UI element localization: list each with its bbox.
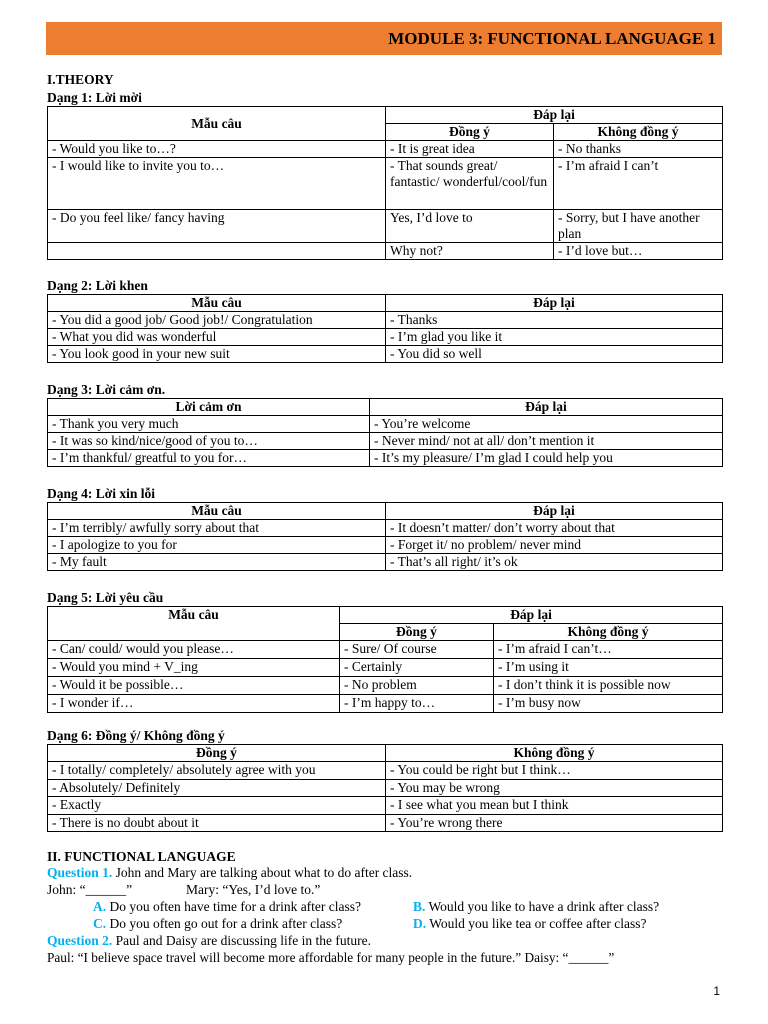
- cell: - Thank you very much: [48, 416, 370, 433]
- cell: - I’m busy now: [494, 695, 723, 713]
- cell: - It’s my pleasure/ I’m glad I could help you: [370, 450, 723, 467]
- q1-option-a[interactable]: [93, 899, 361, 915]
- d5-col-mau: Mẫu câu: [48, 607, 340, 641]
- cell: - I wonder if…: [48, 695, 340, 713]
- cell: - I would like to invite you to…: [48, 158, 386, 210]
- table-row: [48, 416, 723, 433]
- d3-col-1: Lời cảm ơn: [48, 399, 370, 416]
- cell: - Sure/ Of course: [340, 641, 494, 659]
- option-label: D.: [413, 916, 427, 931]
- q1-john-line: John: “______”: [47, 882, 133, 897]
- option-label: A.: [93, 899, 107, 914]
- cell: - Do you feel like/ fancy having: [48, 210, 386, 243]
- cell: - I’m using it: [494, 659, 723, 677]
- d3-table: [47, 398, 723, 467]
- table-row: [48, 762, 723, 780]
- table-row: [48, 346, 723, 363]
- cell: - You look good in your new suit: [48, 346, 386, 363]
- cell: - It is great idea: [386, 141, 554, 158]
- cell: - I don’t think it is possible now: [494, 677, 723, 695]
- cell: - It was so kind/nice/good of you to…: [48, 433, 370, 450]
- table-row: [48, 243, 723, 260]
- d3-heading: Dạng 3: Lời cảm ơn.: [47, 382, 166, 397]
- q1-mary-line: Mary: “Yes, I’d love to.”: [186, 882, 321, 897]
- cell: - You’re welcome: [370, 416, 723, 433]
- part2-heading: II. FUNCTIONAL LANGUAGE: [47, 849, 236, 864]
- cell: - Would you mind + V_ing: [48, 659, 340, 677]
- table-row: [48, 210, 723, 243]
- cell: - My fault: [48, 554, 386, 571]
- q2-dialogue-line: Paul: “I believe space travel will become more affordable for many people in the future.” Daisy: “______”: [47, 950, 615, 965]
- cell: - I’m happy to…: [340, 695, 494, 713]
- cell: - I’m afraid I can’t: [554, 158, 723, 210]
- table-row: [48, 141, 723, 158]
- d5-col-dap: Đáp lại: [340, 607, 723, 624]
- module-title: MODULE 3: FUNCTIONAL LANGUAGE 1: [388, 28, 716, 48]
- theory-heading: I.THEORY: [47, 72, 114, 87]
- d6-col-2: Không đồng ý: [386, 745, 723, 762]
- question-1-text: John and Mary are talking about what to do after class.: [112, 865, 413, 880]
- cell: - I see what you mean but I think: [386, 797, 723, 815]
- d6-col-1: Đồng ý: [48, 745, 386, 762]
- d2-col-1: Mẫu câu: [48, 295, 386, 312]
- cell: - Certainly: [340, 659, 494, 677]
- option-label: B.: [413, 899, 426, 914]
- cell: - No thanks: [554, 141, 723, 158]
- table-row: [48, 797, 723, 815]
- cell: - No problem: [340, 677, 494, 695]
- page-number: 1: [713, 984, 720, 998]
- table-row: [48, 520, 723, 537]
- d6-table: [47, 744, 723, 832]
- cell: - What you did was wonderful: [48, 329, 386, 346]
- cell: - Thanks: [386, 312, 723, 329]
- cell: - There is no doubt about it: [48, 815, 386, 832]
- q1-option-c[interactable]: [93, 916, 342, 932]
- cell: - You did so well: [386, 346, 723, 363]
- option-text: Do you often go out for a drink after class?: [106, 916, 343, 931]
- d1-table: [47, 106, 723, 260]
- cell: - I’d love but…: [554, 243, 723, 260]
- d2-table: [47, 294, 723, 363]
- table-row: [48, 677, 723, 695]
- cell: - Would you like to…?: [48, 141, 386, 158]
- option-text: Do you often have time for a drink after class?: [106, 899, 362, 914]
- d1-col-dong: Đồng ý: [386, 124, 554, 141]
- question-1-label: Question 1.: [47, 865, 113, 880]
- cell: - That sounds great/ fantastic/ wonderful/cool/fun: [386, 158, 554, 210]
- cell: Why not?: [386, 243, 554, 260]
- option-text: Would you like to have a drink after class?: [425, 899, 660, 914]
- cell: - You may be wrong: [386, 780, 723, 797]
- d4-col-1: Mẫu câu: [48, 503, 386, 520]
- cell: - It doesn’t matter/ don’t worry about that: [386, 520, 723, 537]
- d5-table: [47, 606, 723, 713]
- option-text: Would you like tea or coffee after class?: [426, 916, 647, 931]
- table-row: [48, 780, 723, 797]
- table-row: [48, 659, 723, 677]
- cell: - You did a good job/ Good job!/ Congratulation: [48, 312, 386, 329]
- cell: - Can/ could/ would you please…: [48, 641, 340, 659]
- d1-col-mau: Mẫu câu: [48, 107, 386, 141]
- table-row: [48, 329, 723, 346]
- cell: - You could be right but I think…: [386, 762, 723, 780]
- d4-table: [47, 502, 723, 571]
- question-2-label: Question 2.: [47, 933, 113, 948]
- cell: - Never mind/ not at all/ don’t mention it: [370, 433, 723, 450]
- table-row: [48, 433, 723, 450]
- d3-col-2: Đáp lại: [370, 399, 723, 416]
- d4-col-2: Đáp lại: [386, 503, 723, 520]
- cell: - You’re wrong there: [386, 815, 723, 832]
- d2-heading: Dạng 2: Lời khen: [47, 278, 148, 293]
- cell: - Would it be possible…: [48, 677, 340, 695]
- cell: - Sorry, but I have another plan: [554, 210, 723, 243]
- cell: - Absolutely/ Definitely: [48, 780, 386, 797]
- d1-heading: Dạng 1: Lời mời: [47, 90, 142, 105]
- cell: - I’m thankful/ greatful to you for…: [48, 450, 370, 467]
- cell: - Exactly: [48, 797, 386, 815]
- table-row: [48, 450, 723, 467]
- table-row: [48, 537, 723, 554]
- d1-col-khong: Không đồng ý: [554, 124, 723, 141]
- cell: - Forget it/ no problem/ never mind: [386, 537, 723, 554]
- cell: - I’m afraid I can’t…: [494, 641, 723, 659]
- table-row: [48, 312, 723, 329]
- cell: - I’m glad you like it: [386, 329, 723, 346]
- d6-heading: Dạng 6: Đồng ý/ Không đồng ý: [47, 728, 225, 743]
- module-banner: [46, 22, 722, 55]
- question-1: [47, 865, 412, 881]
- table-row: [48, 695, 723, 713]
- table-row: [48, 815, 723, 832]
- table-row: [48, 554, 723, 571]
- d2-col-2: Đáp lại: [386, 295, 723, 312]
- d4-heading: Dạng 4: Lời xin lỗi: [47, 486, 155, 501]
- question-2: [47, 933, 371, 949]
- d5-heading: Dạng 5: Lời yêu cầu: [47, 590, 164, 605]
- table-row: [48, 158, 723, 210]
- table-row: [48, 641, 723, 659]
- cell: [48, 243, 386, 260]
- cell: Yes, I’d love to: [386, 210, 554, 243]
- cell: - I apologize to you for: [48, 537, 386, 554]
- d1-col-dap: Đáp lại: [386, 107, 723, 124]
- question-2-text: Paul and Daisy are discussing life in the future.: [112, 933, 371, 948]
- cell: - That’s all right/ it’s ok: [386, 554, 723, 571]
- option-label: C.: [93, 916, 107, 931]
- cell: - I totally/ completely/ absolutely agree with you: [48, 762, 386, 780]
- d5-col-dong: Đồng ý: [340, 624, 494, 641]
- d5-col-khong: Không đồng ý: [494, 624, 723, 641]
- cell: - I’m terribly/ awfully sorry about that: [48, 520, 386, 537]
- q1-option-d[interactable]: [413, 916, 646, 932]
- q1-option-b[interactable]: [413, 899, 659, 915]
